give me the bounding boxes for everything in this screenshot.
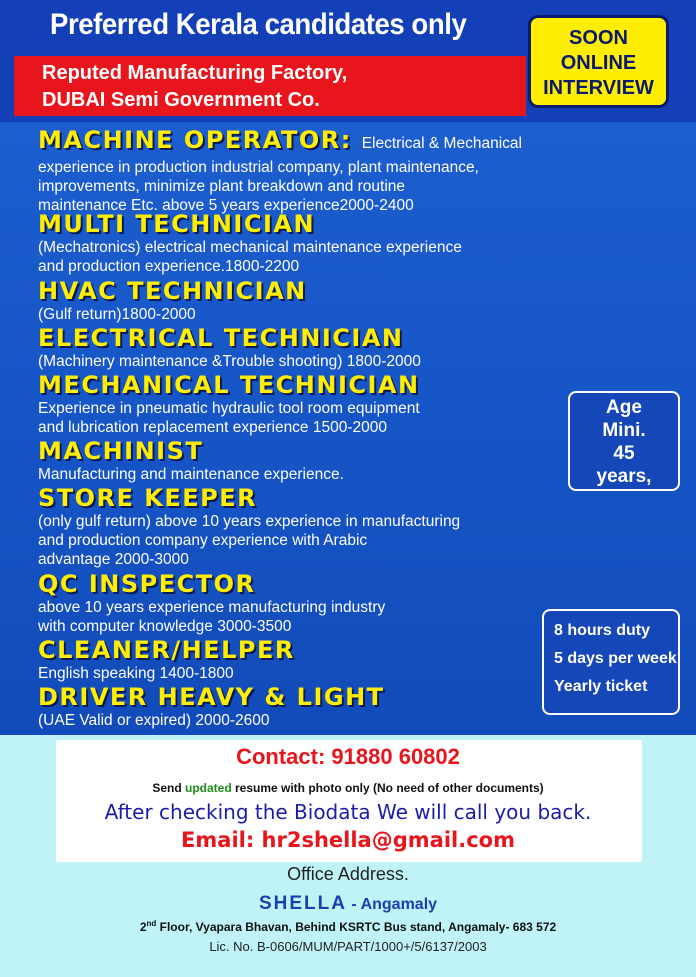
soon-line-2: ONLINE — [560, 52, 637, 74]
job-hvac-technician — [38, 277, 307, 324]
job-desc-inline: Electrical & Mechanical — [361, 135, 522, 152]
job-title: STORE KEEPER — [38, 484, 258, 512]
job-desc: (only gulf return) above 10 years experience in manufacturing and production company experience with Arabic advantage 2000-3000 — [38, 513, 461, 568]
job-title: MULTI TECHNICIAN — [38, 210, 316, 238]
company-line-1: Reputed Manufacturing Factory, — [42, 62, 348, 84]
age-requirement-box — [568, 391, 680, 491]
company-name — [42, 60, 347, 114]
job-desc: above 10 years experience manufacturing industry with computer knowledge 3000-3500 — [38, 599, 386, 635]
job-desc: Experience in pneumatic hydraulic tool room equipment and lubrication replacement experience 1500-2000 — [38, 400, 420, 436]
job-desc: (Machinery maintenance &Trouble shooting) 1800-2000 — [38, 353, 421, 370]
job-qc-inspector — [38, 570, 385, 636]
job-title: MECHANICAL TECHNICIAN — [38, 371, 420, 399]
send-highlight: updated — [184, 781, 232, 795]
job-title: CLEANER/HELPER — [38, 636, 295, 664]
headline: Preferred Kerala candidates only — [50, 8, 467, 41]
send-post: resume with photo only (No need of other documents) — [231, 781, 544, 795]
job-store-keeper — [38, 484, 460, 569]
age-line-4: years, — [596, 466, 652, 487]
contact-phone: Contact: 91880 60802 — [236, 744, 460, 769]
duty-line-1: 8 hours duty — [554, 622, 651, 639]
office-name — [0, 893, 696, 915]
addr-post: Floor, Vyapara Bhavan, Behind KSRTC Bus stand, Angamaly- 683 572 — [156, 920, 557, 934]
office-location: - Angamaly — [346, 896, 438, 913]
license-number: Lic. No. B-0606/MUM/PART/1000+/5/6137/2003 — [209, 939, 487, 954]
job-multi-technician — [38, 210, 462, 276]
addr-sup: nd — [146, 919, 157, 928]
callback-note: After checking the Biodata We will call you back. — [104, 800, 592, 824]
soon-line-3: INTERVIEW — [543, 77, 654, 99]
office-address — [0, 919, 696, 934]
job-title: MACHINIST — [38, 437, 204, 465]
duty-terms-box — [542, 609, 680, 715]
job-title: DRIVER HEAVY & LIGHT — [38, 683, 385, 711]
addr-pre: 2 — [139, 920, 147, 934]
age-line-3: 45 — [613, 443, 635, 464]
duty-line-3: Yearly ticket — [554, 678, 648, 695]
job-mechanical-technician — [38, 371, 420, 437]
job-electrical-technician — [38, 324, 421, 371]
job-title: MACHINE OPERATOR: — [38, 126, 352, 154]
job-desc: Manufacturing and maintenance experience. — [38, 466, 344, 483]
job-machinist — [38, 437, 344, 484]
job-desc: experience in production industrial company, plant maintenance, improvements, minimize plant breakdown and routine maintenance Etc. above 5 years experience2000-2400 — [38, 159, 479, 214]
age-line-1: Age — [606, 397, 642, 418]
office-heading: Office Address. — [287, 864, 409, 884]
job-machine-operator — [38, 126, 522, 215]
job-cleaner-helper — [38, 636, 295, 683]
job-title: ELECTRICAL TECHNICIAN — [38, 324, 404, 352]
email-line: Email: hr2shella@gmail.com — [181, 828, 515, 852]
job-desc: (Gulf return)1800-2000 — [38, 306, 196, 323]
send-pre: Send — [152, 781, 185, 795]
job-title: QC INSPECTOR — [38, 570, 256, 598]
job-desc: (UAE Valid or expired) 2000-2600 — [38, 712, 270, 729]
soon-line-1: SOON — [569, 27, 628, 49]
office-company: SHELLA — [258, 893, 347, 914]
job-driver-heavy-light — [38, 683, 385, 730]
age-line-2: Mini. — [602, 420, 646, 441]
duty-line-2: 5 days per week — [554, 650, 677, 667]
online-interview-badge — [528, 15, 669, 108]
send-resume-note — [0, 781, 696, 795]
job-desc: (Mechatronics) electrical mechanical maintenance experience and production experience.1800-2200 — [38, 239, 462, 275]
job-title: HVAC TECHNICIAN — [38, 277, 307, 305]
job-desc: English speaking 1400-1800 — [38, 665, 234, 682]
company-line-2: DUBAI Semi Government Co. — [42, 89, 320, 111]
